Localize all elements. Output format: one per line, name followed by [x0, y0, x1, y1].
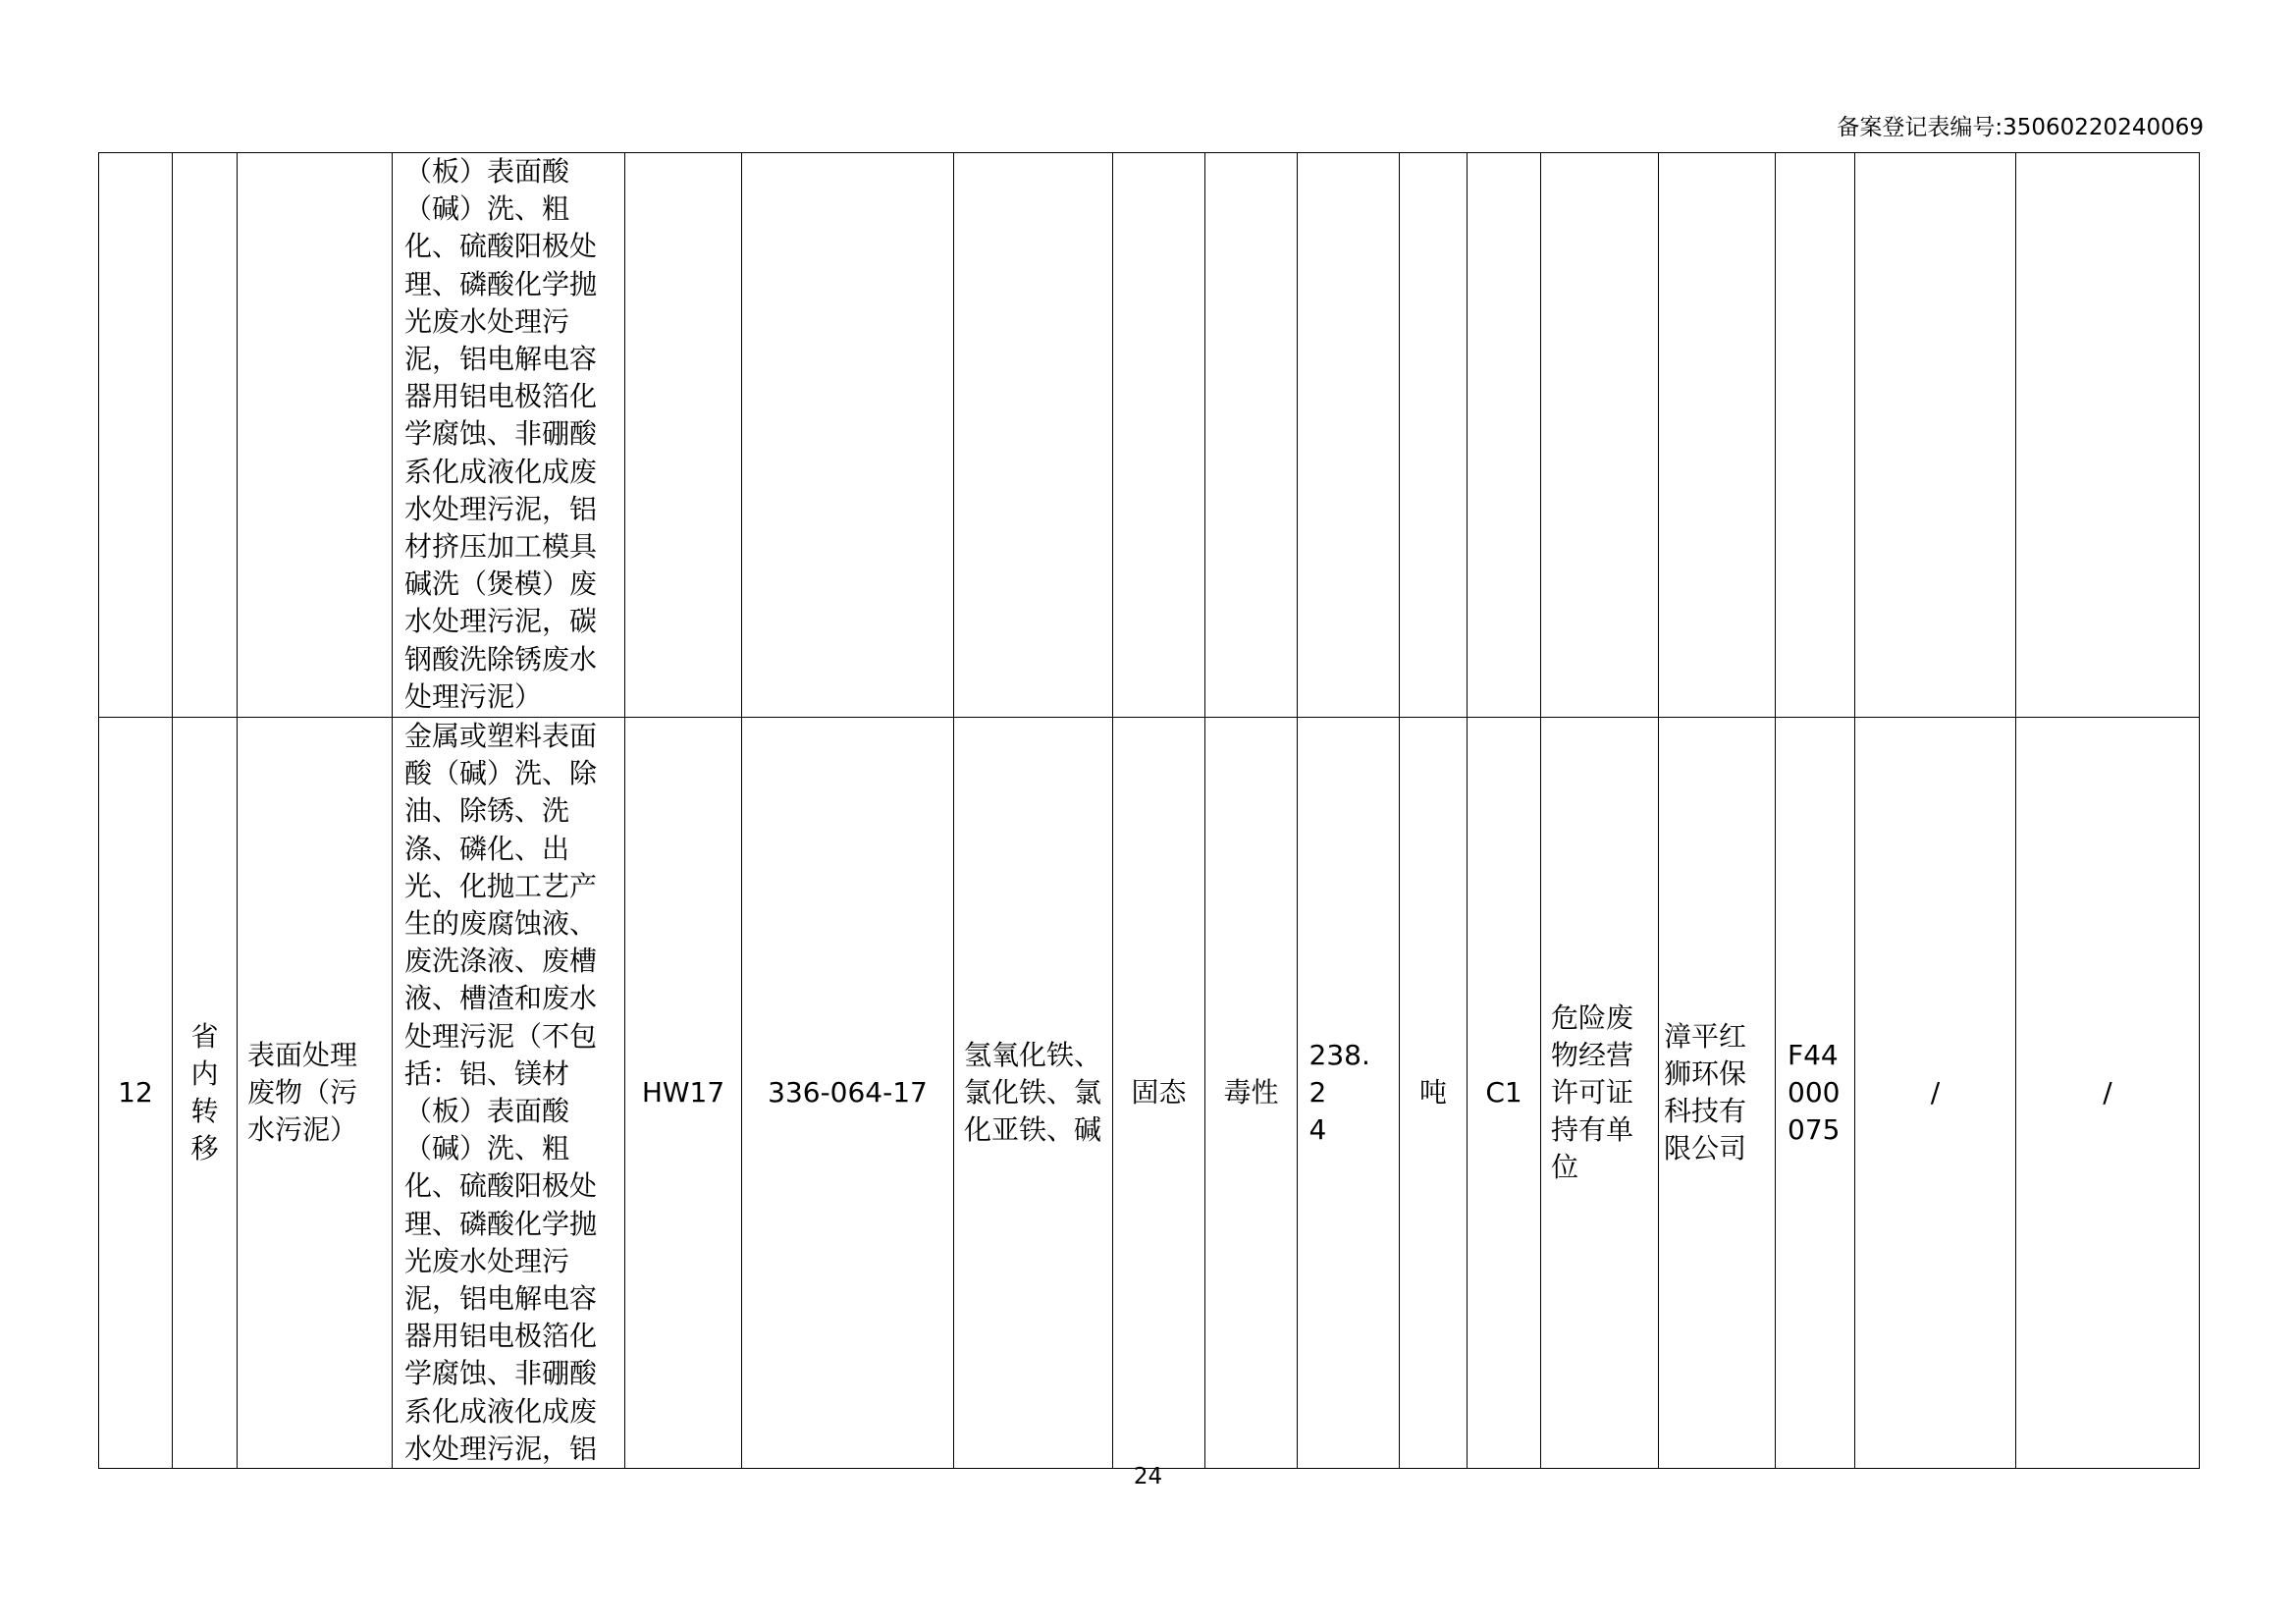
cell-disposal-method	[1468, 153, 1541, 718]
cell-receiver-name: 漳平红狮环保科技有限公司	[1659, 718, 1776, 1469]
cell-remark-2: /	[2016, 718, 2200, 1469]
cell-waste-code	[742, 153, 954, 718]
cell-physical-form	[1113, 153, 1205, 718]
cell-transfer-type	[173, 153, 238, 718]
cell-hazard-property	[1205, 153, 1298, 718]
cell-receiver-type	[1541, 153, 1659, 718]
cell-waste-name: 表面处理废物（污水污泥）	[238, 718, 393, 1469]
cell-physical-form: 固态	[1113, 718, 1205, 1469]
cell-quantity	[1298, 153, 1400, 718]
registration-label: 备案登记表编号:	[1837, 115, 2003, 140]
cell-unit	[1400, 153, 1468, 718]
cell-waste-category: HW17	[625, 718, 742, 1469]
cell-remark-1	[1855, 153, 2016, 718]
description-text: 金属或塑料表面 酸（碱）洗、除 油、除锈、洗 涤、磷化、出 光、化抛工艺产 生的废腐蚀液、 废洗涤液、废槽 液、槽渣和废水 处理污泥（不包 括：铝、镁材 （板）表面酸 （碱）洗、粗 化、硫酸阳极处 理、磷酸化学抛 光废水处理污 泥，铝电解电容 器用铝电极箔化 学腐蚀、非硼酸 系化成液化成废 水处理污泥，铝	[404, 720, 598, 1465]
cell-description	[393, 718, 625, 1469]
cell-quantity	[1298, 718, 1400, 1469]
page-number: 24	[1133, 1464, 1163, 1489]
registration-number: 35060220240069	[2002, 115, 2204, 140]
cell-hazardous-components: 氢氧化铁、氯化铁、氯化亚铁、碱	[954, 718, 1113, 1469]
cell-license-number	[1776, 718, 1855, 1469]
cell-waste-name	[238, 153, 393, 718]
license-number-value: F44 000 075	[1788, 1038, 1841, 1147]
cell-number: 12	[99, 718, 173, 1469]
cell-waste-category	[625, 153, 742, 718]
table-row-continuation	[99, 153, 2200, 718]
cell-hazard-property: 毒性	[1205, 718, 1298, 1469]
cell-license-number	[1776, 153, 1855, 718]
cell-disposal-method: C1	[1468, 718, 1541, 1469]
cell-receiver-type: 危险废物经营许可证持有单位	[1541, 718, 1659, 1469]
waste-transfer-table	[98, 152, 2200, 1469]
cell-remark-1: /	[1855, 718, 2016, 1469]
cell-waste-code: 336-064-17	[742, 718, 954, 1469]
cell-description	[393, 153, 625, 718]
cell-receiver-name	[1659, 153, 1776, 718]
cell-number	[99, 153, 173, 718]
cell-hazardous-components	[954, 153, 1113, 718]
cell-unit: 吨	[1400, 718, 1468, 1469]
description-continued: （板）表面酸 （碱）洗、粗 化、硫酸阳极处 理、磷酸化学抛 光废水处理污 泥，铝电解电容 器用铝电极箔化 学腐蚀、非硼酸 系化成液化成废 水处理污泥，铝 材挤压加工模具 碱洗（煲模）废 水处理污泥，碳 钢酸洗除锈废水 处理污泥）	[404, 155, 598, 713]
transfer-type-text: 省内转移	[190, 1019, 219, 1165]
table-row-12	[99, 718, 2200, 1469]
cell-transfer-type	[173, 718, 238, 1469]
cell-remark-2	[2016, 153, 2200, 718]
quantity-value: 238.2 4	[1308, 1038, 1370, 1147]
registration-number-header	[1837, 113, 2204, 142]
